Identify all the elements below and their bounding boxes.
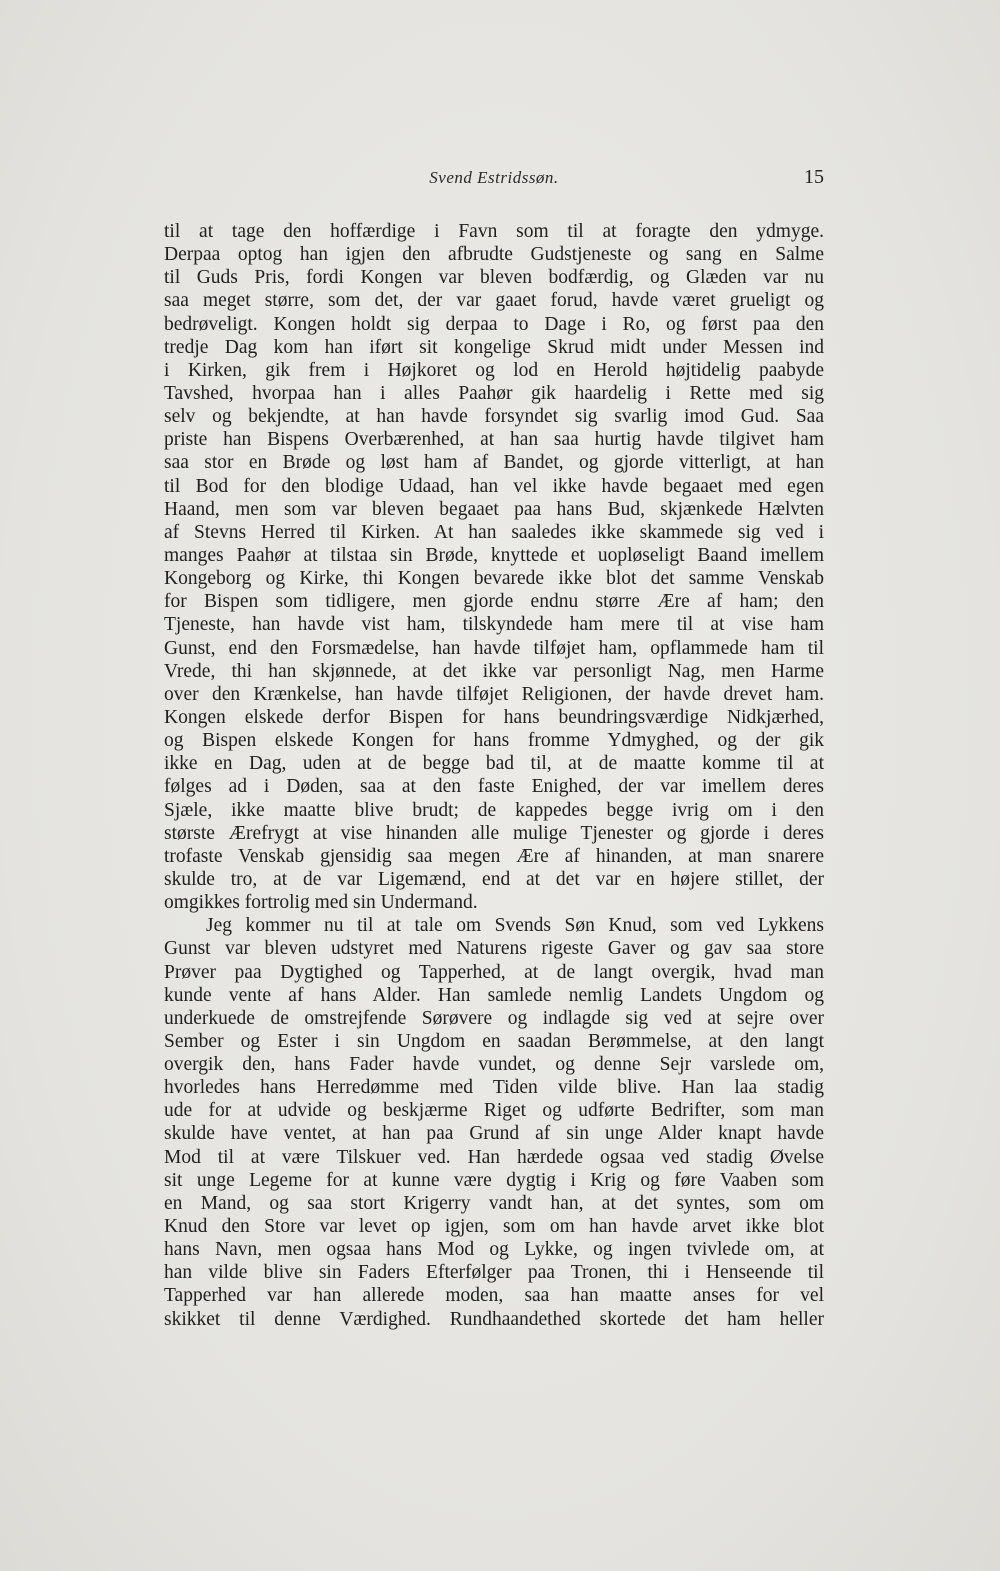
text-line: Vrede, thi han skjønnede, at det ikke var personligt Nag, men Harme	[164, 660, 824, 682]
text-line: tredje Dag kom han iført sit kongelige Skrud midt under Messen ind	[164, 336, 824, 358]
text-line: Tapperhed var han allerede moden, saa han maatte anses for vel	[164, 1285, 824, 1307]
text-line: Kongeborg og Kirke, thi Kongen bevarede ikke blot det samme Venskab	[164, 568, 824, 590]
text-line: manges Paahør at tilstaa sin Brøde, knyttede et uopløseligt Baand imellem	[164, 544, 824, 566]
text-line: til at tage den hoffærdige i Favn som til at foragte den ydmyge.	[164, 221, 824, 242]
text-line: en Mand, og saa stort Krigerry vandt han, at det syntes, som om	[164, 1192, 824, 1214]
text-line: Gunst, end den Forsmædelse, han havde tilføjet ham, opflammede ham til	[164, 637, 824, 659]
text-line: priste han Bispens Overbærenhed, at han saa hurtig havde tilgivet ham	[164, 429, 824, 451]
text-line: Sember og Ester i sin Ungdom en saadan Berømmelse, at den langt	[164, 1030, 824, 1052]
text-line: ude for at udvide og beskjærme Riget og udførte Bedrifter, som man	[164, 1100, 824, 1122]
text-line: kunde vente af hans Alder. Han samlede nemlig Landets Ungdom og	[164, 984, 824, 1006]
text-line: han vilde blive sin Faders Efterfølger paa Tronen, thi i Henseende til	[164, 1262, 824, 1284]
text-line: Derpaa optog han igjen den afbrudte Gudstjeneste og sang en Salme	[164, 244, 824, 266]
text-line: over den Krænkelse, han havde tilføjet Religionen, der havde drevet ham.	[164, 683, 824, 705]
text-line: skikket til denne Værdighed. Rundhaandethed skortede det ham heller	[164, 1308, 824, 1330]
text-line: trofaste Venskab gjensidig saa megen Ære af hinanden, at man snarere	[164, 845, 824, 867]
running-title: Svend Estridssøn.	[429, 168, 559, 187]
text-line: skulde have ventet, at han paa Grund af sin unge Alder knapt havde	[164, 1123, 824, 1145]
running-head	[164, 168, 824, 192]
text-line: til Bod for den blodige Udaad, han vel ikke havde begaaet med egen	[164, 475, 824, 497]
text-line: hvorledes hans Herredømme med Tiden vilde blive. Han laa stadig	[164, 1077, 824, 1099]
page-number: 15	[804, 166, 824, 188]
text-line: ikke en Dag, uden at de begge bad til, at de maatte komme til at	[164, 753, 824, 775]
text-line: underkuede de omstrejfende Sørøvere og indlagde sig ved at sejre over	[164, 1007, 824, 1029]
text-line: Sjæle, ikke maatte blive brudt; de kappedes begge ivrig om i den	[164, 799, 824, 821]
text-line: saa stor en Brøde og løst ham af Bandet, og gjorde vitterligt, at han	[164, 452, 824, 474]
text-line: Tavshed, hvorpaa han i alles Paahør gik haardelig i Rette med sig	[164, 382, 824, 404]
text-line: Haand, men som var bleven begaaet paa hans Bud, skjænkede Hælvten	[164, 498, 824, 520]
text-line: Tjeneste, han havde vist ham, tilskyndede ham mere til at vise ham	[164, 614, 824, 636]
text-line: hans Navn, men ogsaa hans Mod og Lykke, og ingen tvivlede om, at	[164, 1239, 824, 1261]
text-line: sit unge Legeme for at kunne være dygtig i Krig og føre Vaaben som	[164, 1169, 824, 1191]
text-line: Knud den Store var levet op igjen, som om han havde arvet ikke blot	[164, 1216, 824, 1238]
text-line: overgik den, hans Fader havde vundet, og denne Sejr varslede om,	[164, 1054, 824, 1076]
text-line: Mod til at være Tilskuer ved. Han hærdede ogsaa ved stadig Øvelse	[164, 1146, 824, 1168]
text-line: i Kirken, gik frem i Højkoret og lod en Herold højtidelig paabyde	[164, 359, 824, 381]
text-line: største Ærefrygt at vise hinanden alle mulige Tjenester og gjorde i deres	[164, 822, 824, 844]
paragraph-start-line: Jeg kommer nu til at tale om Svends Søn Knud, som ved Lykkens	[206, 915, 824, 937]
text-line: selv og bekjendte, at han havde forsyndet sig svarlig imod Gud. Saa	[164, 406, 824, 428]
text-line: skulde tro, at de var Ligemænd, end at det var en højere stillet, der	[164, 868, 824, 890]
paragraph-end-line: omgikkes fortrolig med sin Undermand.	[164, 892, 478, 914]
body-text	[164, 220, 824, 1331]
text-line: og Bispen elskede Kongen for hans fromme Ydmyghed, og der gik	[164, 730, 824, 752]
text-line: Kongen elskede derfor Bispen for hans beundringsværdige Nidkjærhed,	[164, 706, 824, 728]
text-line: for Bispen som tidligere, men gjorde endnu større Ære af ham; den	[164, 591, 824, 613]
text-line: bedrøveligt. Kongen holdt sig derpaa to Dage i Ro, og først paa den	[164, 313, 824, 335]
text-line: Prøver paa Dygtighed og Tapperhed, at de langt overgik, hvad man	[164, 961, 824, 983]
text-line: af Stevns Herred til Kirken. At han saaledes ikke skammede sig ved i	[164, 521, 824, 543]
text-line: følges ad i Døden, saa at den faste Enighed, der var imellem deres	[164, 776, 824, 798]
text-line: Gunst var bleven udstyret med Naturens rigeste Gaver og gav saa store	[164, 938, 824, 960]
text-line: saa meget større, som det, der var gaaet forud, havde været grueligt og	[164, 290, 824, 312]
text-line: til Guds Pris, fordi Kongen var bleven bodfærdig, og Glæden var nu	[164, 267, 824, 289]
